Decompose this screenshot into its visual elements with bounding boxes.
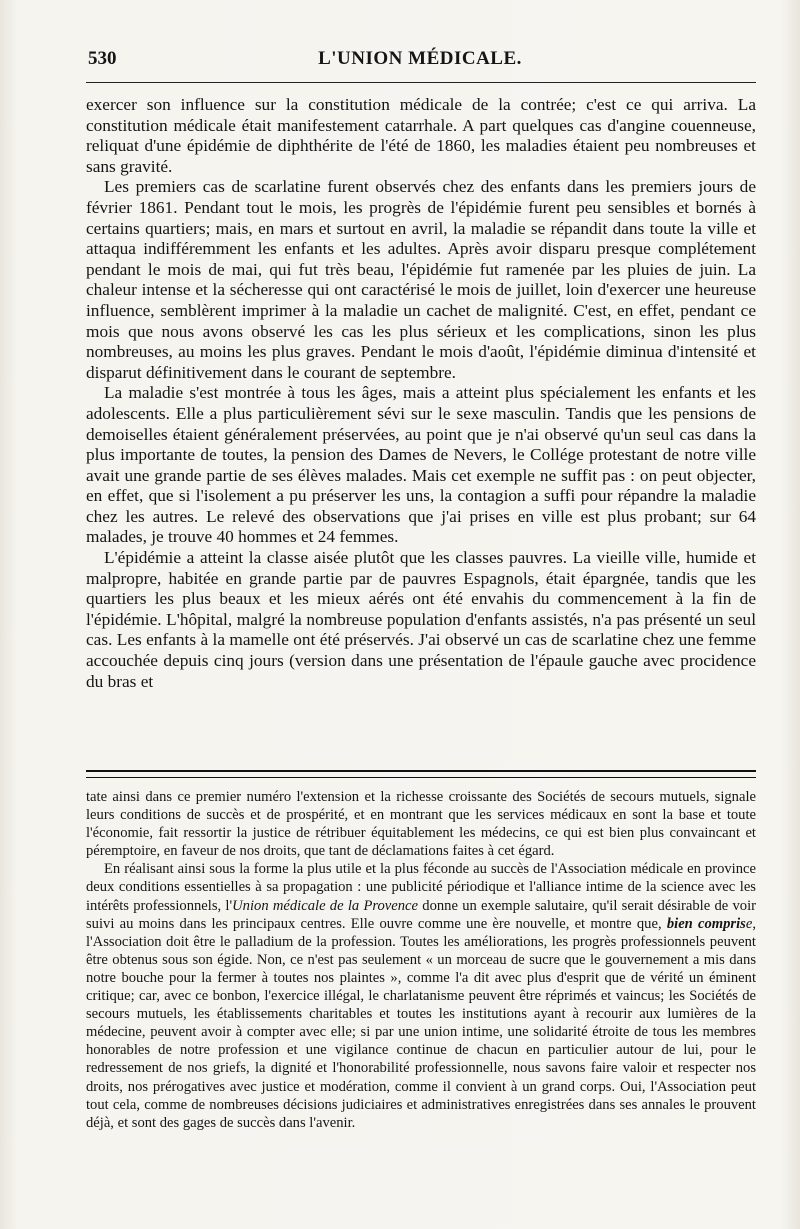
main-paragraph-4: L'épidémie a atteint la classe aisée plutôt que les classes pauvres. La vieille ville, humide et malpropre, habitée en grande partie par de pauvres Espagnols, était épargnée, tandis que les quartiers les plus beaux et les mieux aérés ont été envahis du commencement à la fin de l'épidémie. L'hôpital, malgré la nombreuse population d'enfants assistés, n'a pas présenté un seul cas. Les enfants à la mamelle ont été préservés. J'ai observé un cas de scarlatine chez une femme accouchée depuis cinq jours (version dans une présentation de l'épaule gauche avec procidence du bras et: [86, 548, 756, 691]
feuilleton-paragraph-2-middle: donne un exemple salutaire, qu'il serait désirable de voir suivi au moins dans les principaux centres. Elle ouvre comme une ère nouvelle, et montre que,: [86, 897, 757, 932]
feuilleton-paragraph-1: tate ainsi dans ce premier numéro l'extension et la richesse croissante des Sociétés de secours mutuels, signale leurs conditions de succès et de prospérité, et en montrant que les services médicaux en sont la base et toute l'économie, fait ressortir la justice de rétribuer équitablement les médecins, ce qui est bien plus convaincant et péremptoire, en faveur de nos droits, que tant de déclamations faites à cet égard.: [86, 789, 756, 860]
header-rule: [86, 82, 756, 83]
main-paragraph-1: exercer son influence sur la constitution médicale de la contrée; c'est ce qui arriva. La constitution médicale était manifestement catarrhale. A part quelques cas d'angine couenneuse, reliquat d'une épidémie de diphthérite de l'été de 1860, les maladies étaient peu nombreuses et sans gravité.: [86, 95, 756, 176]
running-header: [88, 48, 752, 76]
feuilleton-paragraph-2-start: En réalisant ainsi sous la forme la plus utile et la plus féconde au succès de l'Association médicale en province deux conditions essentielles à sa propagation : une publicité périodique et l'alliance intime de la science avec les intérêts professionnels, l': [86, 861, 756, 914]
feuilleton-separator: [86, 770, 756, 778]
journal-name-italic: Union médicale de la Provence: [232, 897, 419, 914]
emphasis-ending: e: [745, 915, 753, 932]
feuilleton-text: [86, 788, 756, 1132]
page-number: 530: [88, 48, 117, 69]
journal-title: L'UNION MÉDICALE.: [318, 48, 522, 69]
main-paragraph-3: La maladie s'est montrée à tous les âges, mais a atteint plus spécialement les enfants et les adolescents. Elle a plus particulièrement sévi sur le sexe masculin. Tandis que les pensions de demoiselles étaient généralement préservées, au point que je n'ai observé qu'un seul cas dans la plus importante de toutes, la pension des Dames de Nevers, le Collége protestant de notre ville avait une grande partie de ses élèves malades. Mais cet exemple ne suffit pas : on peut objecter, en effet, que si l'isolement a pu préserver les uns, la contagion a suffi pour répandre la maladie chez les autres. Le relevé des observations que j'ai prises en ville est plus probant; sur 64 malades, je trouve 40 hommes et 24 femmes.: [86, 383, 756, 547]
main-paragraph-2: Les premiers cas de scarlatine furent observés chez des enfants dans les premiers jours de février 1861. Pendant tout le mois, les progrès de l'épidémie furent peu sensibles et bornés à certains quartiers; mais, en mars et surtout en avril, la maladie se répandit dans toute la ville et attaqua indifféremment les enfants et les adultes. Après avoir disparu presque complétement pendant le mois de mai, qui fut très beau, l'épidémie fut ramenée par les pluies de juin. La chaleur intense et la sécheresse qui ont caractérisé le mois de juillet, loin d'exercer une heureuse influence, semblèrent imprimer à la maladie un cachet de malignité. C'est, en effet, pendant ce mois que nous avons observé les cas les plus sérieux et les complications, sinon les plus nombreuses, au moins les plus graves. Pendant le mois d'août, l'épidémie diminua d'intensité et disparut définitivement dans le courant de septembre.: [86, 177, 756, 382]
main-text: [86, 95, 756, 692]
feuilleton-paragraph-2-end: , l'Association doit être le palladium de la profession. Toutes les améliorations, les progrès professionnels peuvent être obtenus sous son égide. Non, ce n'est pas seulement « un morceau de sucre que le gouvernement a mis dans notre bouche pour la fermer à toutes nos plaintes », comme l'a dit avec plus d'esprit que de vérité un éminent critique; car, avec ce bonbon, l'exercice illégal, le charlatanisme peuvent être réprimés et vaincus; les Sociétés de secours mutuels, les établissements charitables et toutes les institutions ayant à recourir aux lumières de la médecine, peuvent avoir à compter avec elle; si par une union intime, une solidarité étroite de tous les membres honorables de notre profession et une vigilance continue de chacun en particulier autour de lui, pour le redressement de nos griefs, la dignité et l'honorabilité professionnelle, nous savons faire valoir et respecter nos droits, nos prérogatives avec justice et modération, comme il convient à un grand corps. Oui, l'Association peut tout cela, comme de nombreuses décisions judiciaires et administratives enregistrées dans ses annales le prouvent déjà, et sont des gages de succès dans l'avenir.: [86, 915, 756, 1131]
feuilleton-paragraph-2: [86, 860, 756, 1131]
bien-compris-emphasis: bien compris: [666, 915, 746, 932]
